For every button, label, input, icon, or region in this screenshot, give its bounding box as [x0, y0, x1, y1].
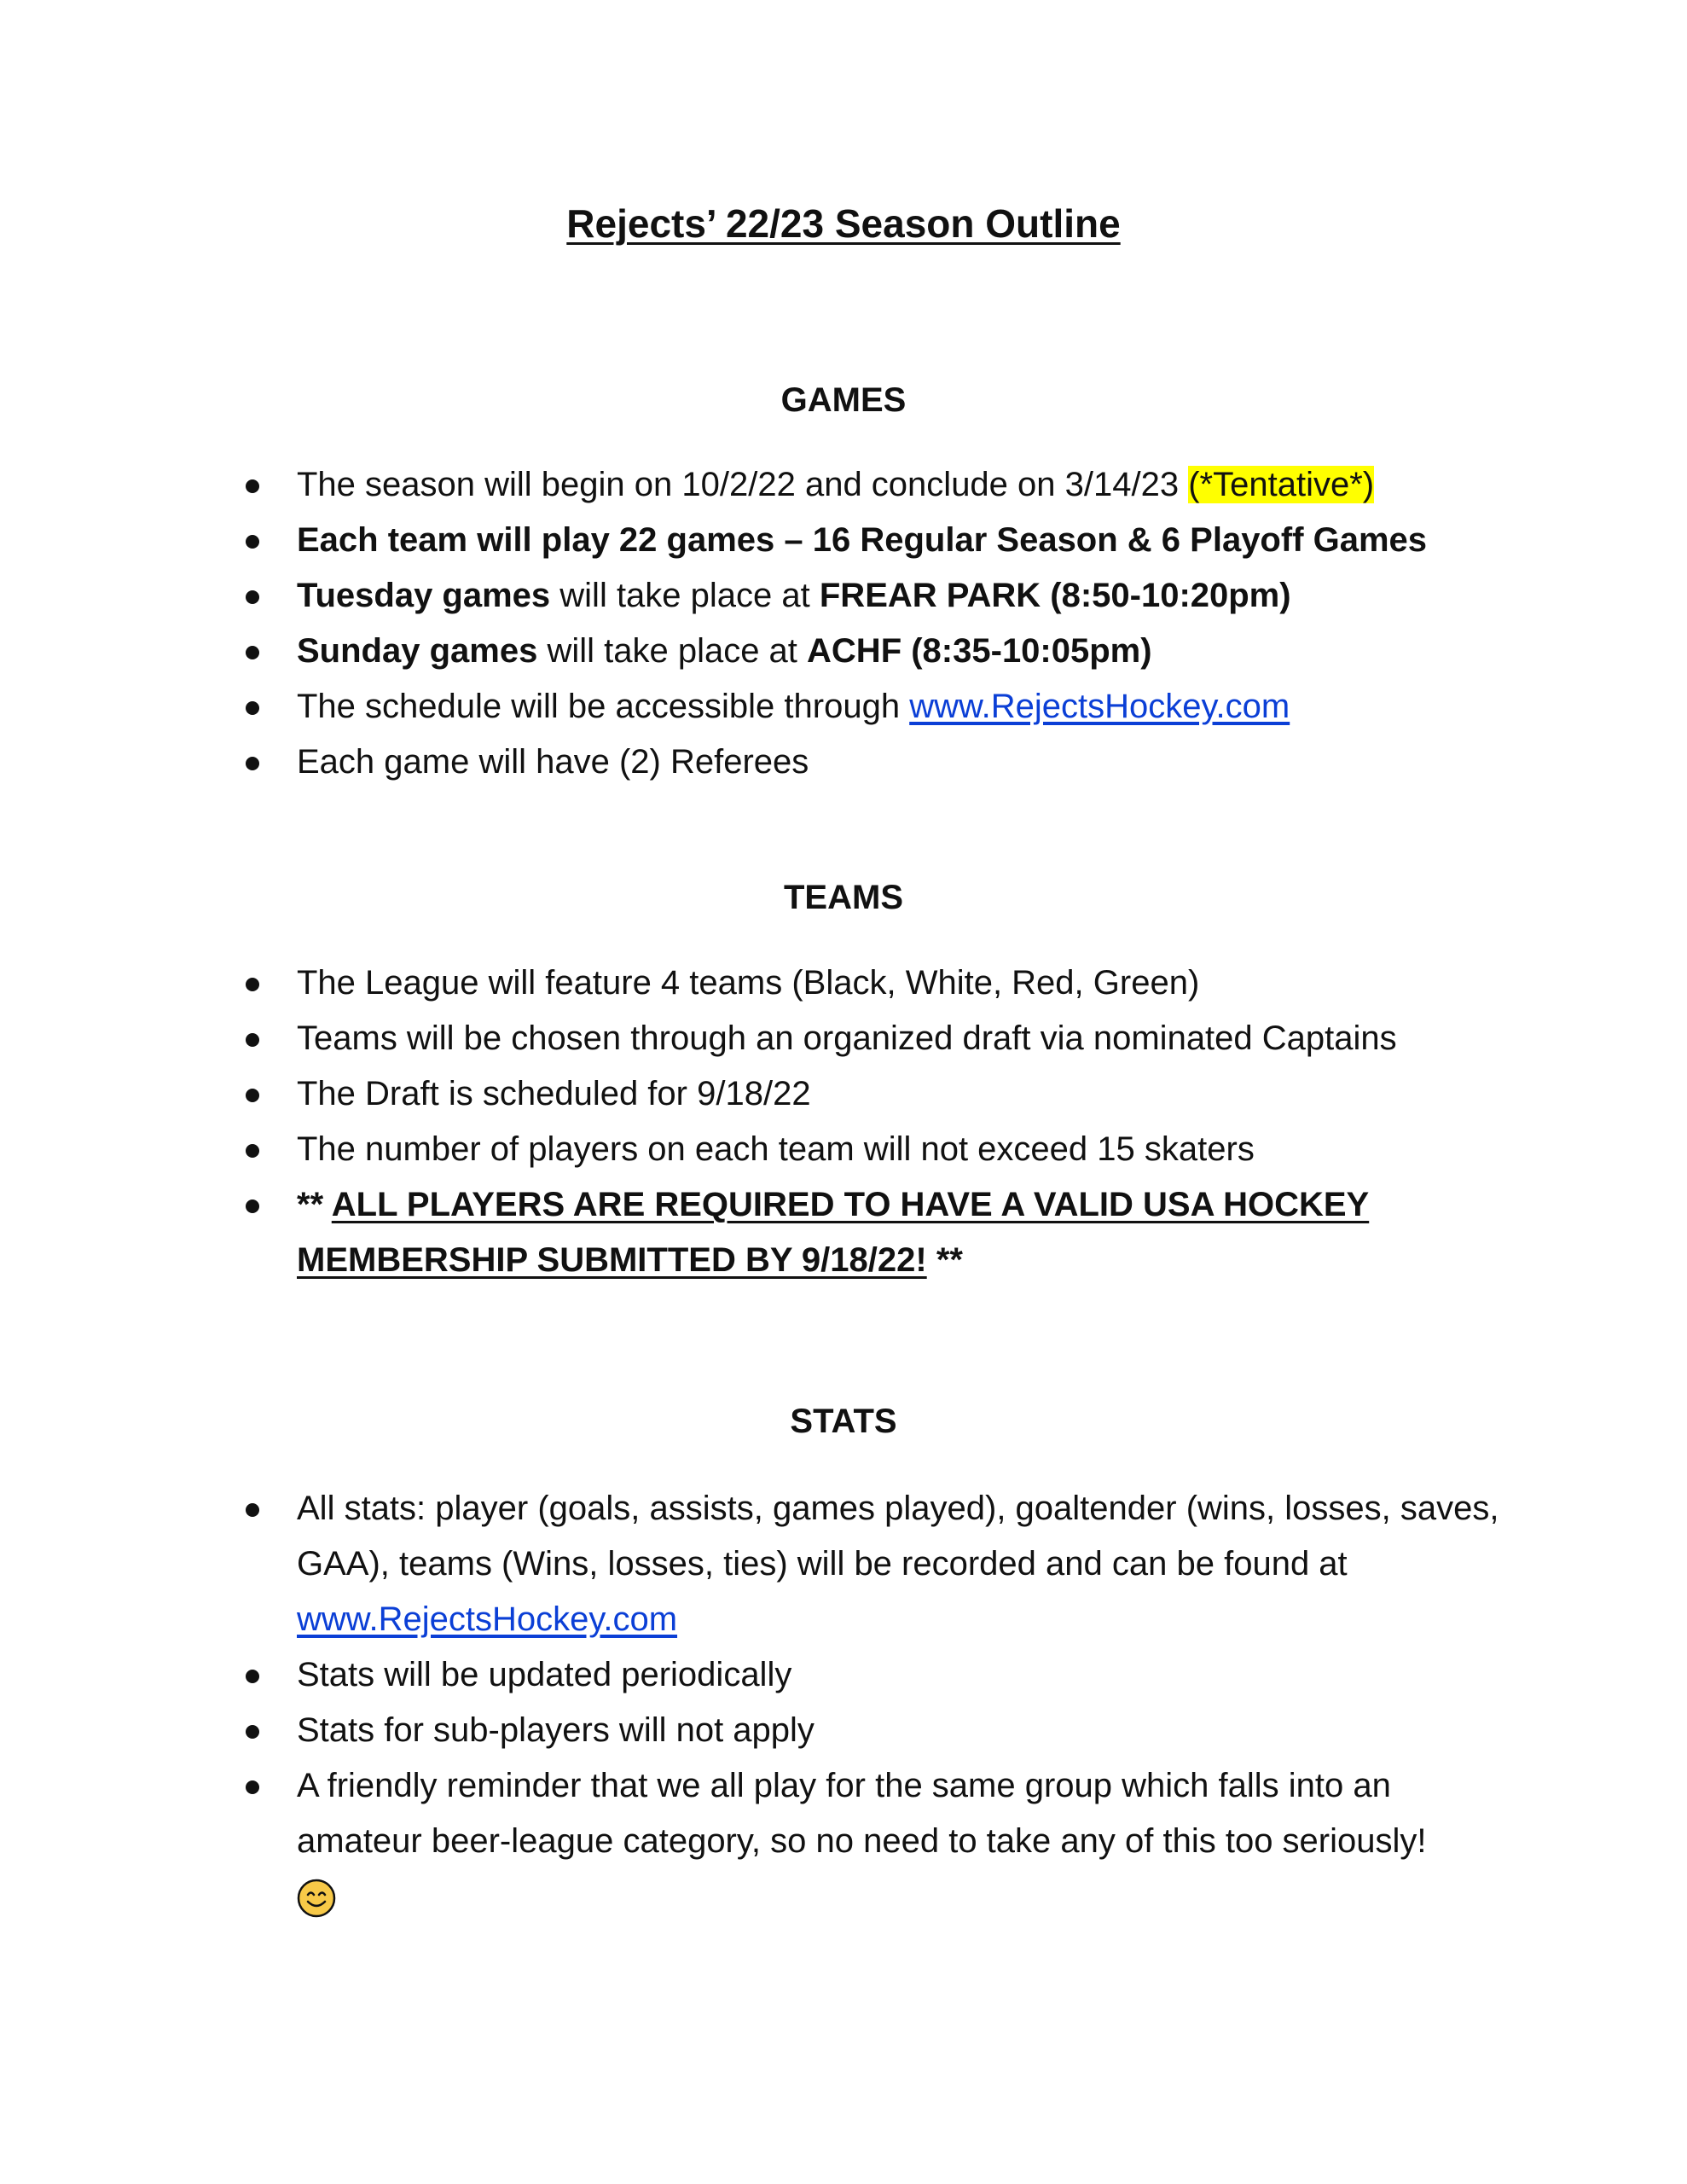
page-title: Rejects’ 22/23 Season Outline	[566, 201, 1121, 246]
bullet-icon	[246, 590, 259, 604]
bullet-icon	[246, 701, 259, 715]
rejects-hockey-link[interactable]: www.RejectsHockey.com	[909, 688, 1290, 725]
teams-list	[0, 956, 1508, 1288]
list-item: Tuesday games will take place at FREAR PARK (8:50-10:20pm)	[0, 568, 1508, 624]
bullet-icon	[246, 646, 259, 659]
bullet-icon	[246, 978, 259, 991]
list-item: Each team will play 22 games – 16 Regular Season & 6 Playoff Games	[0, 513, 1508, 568]
membership-requirement: ALL PLAYERS ARE REQUIRED TO HAVE A VALID USA HOCKEY MEMBERSHIP SUBMITTED BY 9/18/22!	[297, 1186, 1370, 1279]
list-item: The Draft is scheduled for 9/18/22	[0, 1066, 1508, 1122]
rejects-hockey-link[interactable]: www.RejectsHockey.com	[297, 1600, 678, 1638]
list-item: The League will feature 4 teams (Black, White, Red, Green)	[0, 956, 1508, 1011]
bullet-icon	[246, 1503, 259, 1517]
list-item: Stats will be updated periodically	[0, 1647, 1508, 1703]
section-heading-stats: STATS	[790, 1403, 897, 1440]
bullet-icon	[246, 535, 259, 549]
bullet-icon	[246, 1144, 259, 1158]
tentative-highlight: (*Tentative*)	[1188, 466, 1375, 503]
section-heading-teams: TEAMS	[784, 879, 903, 916]
bullet-icon	[246, 479, 259, 493]
smiley-face-icon	[297, 1879, 336, 1918]
list-item: The schedule will be accessible through www.RejectsHockey.com	[0, 679, 1508, 735]
list-item: Teams will be chosen through an organized draft via nominated Captains	[0, 1011, 1508, 1066]
list-item: Sunday games will take place at ACHF (8:35-10:05pm)	[0, 624, 1508, 679]
list-item: A friendly reminder that we all play for the same group which falls into an amateur beer-league category, so no need to take any of this too seriously!	[0, 1758, 1508, 1925]
list-item-membership-notice: ** ALL PLAYERS ARE REQUIRED TO HAVE A VALID USA HOCKEY MEMBERSHIP SUBMITTED BY 9/18/22! **	[0, 1177, 1508, 1288]
list-item: The number of players on each team will not exceed 15 skaters	[0, 1122, 1508, 1177]
list-item: Stats for sub-players will not apply	[0, 1703, 1508, 1758]
list-item: The season will begin on 10/2/22 and conclude on 3/14/23 (*Tentative*)	[0, 457, 1508, 513]
bullet-icon	[246, 1780, 259, 1794]
bullet-icon	[246, 1199, 259, 1213]
bullet-icon	[246, 1725, 259, 1739]
bullet-icon	[246, 757, 259, 770]
games-list	[0, 457, 1508, 790]
list-item: Each game will have (2) Referees	[0, 735, 1508, 790]
list-item: All stats: player (goals, assists, games played), goaltender (wins, losses, saves, GAA), teams (Wins, losses, ties) will be recorded and can be found at www.RejectsHockey.com	[0, 1481, 1508, 1647]
section-heading-games: GAMES	[780, 381, 907, 419]
bullet-icon	[246, 1089, 259, 1102]
bullet-icon	[246, 1033, 259, 1047]
bullet-icon	[246, 1670, 259, 1683]
stats-list	[0, 1481, 1508, 1925]
